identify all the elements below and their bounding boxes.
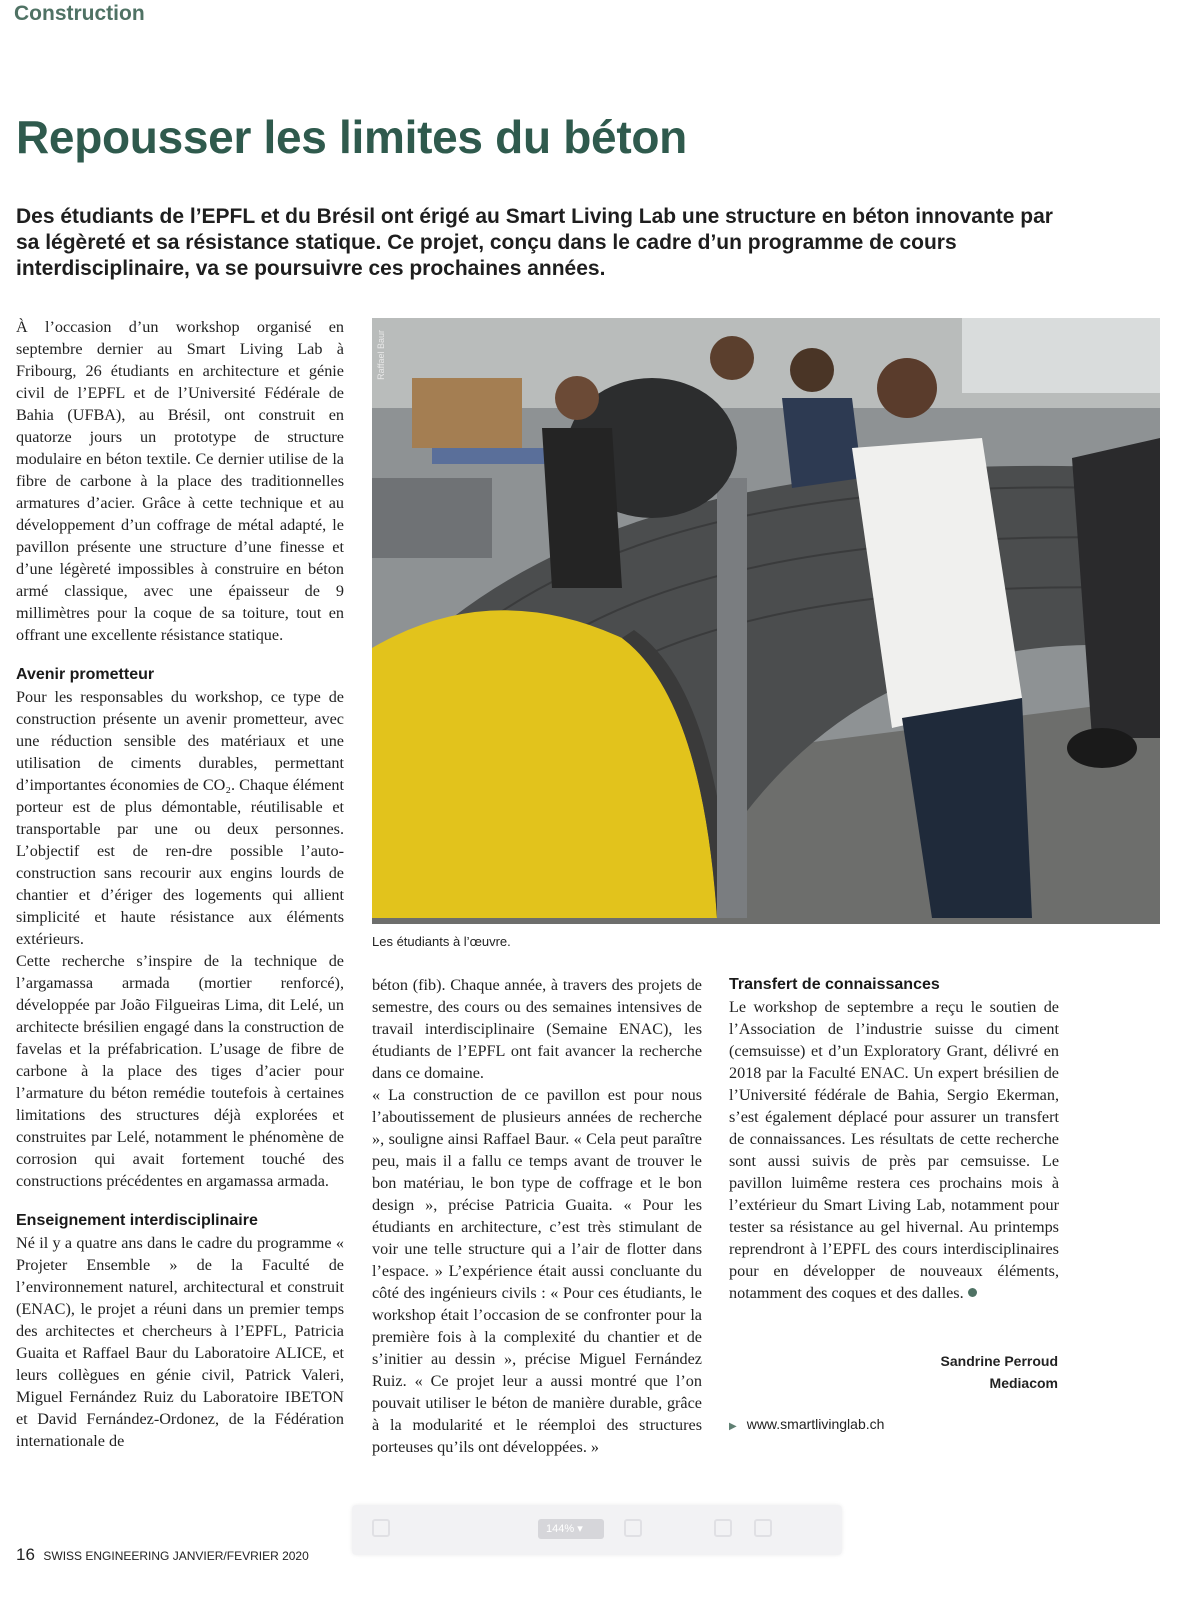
section-label: Construction	[14, 2, 145, 25]
text-column-3	[729, 974, 1059, 1304]
author-org: Mediacom	[989, 1375, 1058, 1391]
magazine-issue: SWISS ENGINEERING JANVIER/FEVRIER 2020	[43, 1549, 309, 1563]
paragraph	[729, 996, 1059, 1304]
paragraph: béton (fib). Chaque année, à travers des projets de semestre, des cours ou des semaines intensives de travail interdisciplinaire (Semaine ENAC), les étudiants de l’EPFL ont fait avancer la recherche dans ce domaine.	[372, 976, 702, 1082]
photo-caption: Les étudiants à l’œuvre.	[372, 934, 511, 949]
paragraph: Cette recherche s’inspire de la technique de l’argamassa armada (mortier renforcé), développée par João Filgueiras Lima, dit Lelé, un architecte brésilien engagé dans la construction de favelas et la préfabrication. L’usage de fibre de carbone à la place des tiges d’acier pour l’armature du béton remédie toutefois à certaines limitations des structures déjà explorées et construites par Lelé, notamment le phénomène de corrosion qui avait fortement touché des constructions précédentes en argamassa armada.	[16, 952, 344, 1190]
viewer-toolbar	[352, 1505, 842, 1555]
author-name: Sandrine Perroud	[940, 1353, 1058, 1369]
arrow-right-icon: ▶	[729, 1421, 737, 1432]
zoom-out-icon[interactable]	[624, 1519, 642, 1537]
end-mark-icon	[968, 1288, 977, 1297]
text-column-1	[16, 316, 344, 1452]
paragraph: Né il y a quatre ans dans le cadre du programme « Projeter Ensemble » de la Faculté de l’environnement naturel, architectural et construit (ENAC), le projet a réuni dans un premier temps des architectes et chercheurs à l’EPFL, Patricia Guaita et Raffael Baur du Laboratoire ALICE, et leurs collègues en génie civil, Patrick Valeri, Miguel Fernández Ruiz du Laboratoire IBETON et David Fernández-Ordonez, de la Fédération internationale de	[16, 1234, 344, 1450]
article-title: Repousser les limites du béton	[16, 111, 687, 163]
paragraph: « La construction de ce pavillon est pour nous l’aboutissement de plusieurs années de recherche », souligne ainsi Raffael Baur. « Cela peut paraître peu, mais il a fallu ce temps avant de trouver le bon matériau, le bon type de coffrage et le bon design », précise Patricia Guaita. « Pour les étudiants en architecture, c’est très stimulant de voir une telle structure qui a l’air de flotter dans l’espace. » L’expérience était aussi concluante du côté des ingénieurs civils : « Pour ces étudiants, le workshop était l’occasion de se confronter pour la première fois à la complexité du chantier et de s’initier au dessin », précise Miguel Fernández Ruiz. « Ce projet leur a aussi montré que l’on pouvait utiliser le béton de manière durable, grâce à la modularité et le réemploi des structures porteuses qu’ils ont développées. »	[372, 1086, 702, 1456]
page-number: 16	[16, 1545, 35, 1564]
author-block	[941, 1350, 1058, 1394]
paragraph: Pour les responsables du workshop, ce type de construction présente un avenir prometteur, avec une réduction sensible des matériaux et une utilisation de ciments durables, permettant d’importantes économies de CO₂. Chaque élément porteur est de plus démontable, réutilisable et transportable par une ou deux personnes. L’objectif est de ren-dre possible l’auto-construction sans recourir aux engins lourds de chantier et d’ériger des logements qui allient simplicité et haute résistance aux éléments extérieurs.	[16, 688, 344, 948]
paragraph-text: Le workshop de septembre a reçu le soutien de l’Association de l’industrie suisse du ciment (cemsuisse) et d’un Exploratory Grant, délivré en 2018 par la Faculté ENAC. Un expert brésilien de l’Université fédérale de Bahia, Sergio Ekerman, s’est également déplacé pour assurer un transfert de connaissances. Les résultats de cette recherche sont aussi suivis de près par cemsuisse. Le pavillon luimême restera ces prochains mois à l’extérieur du Smart Living Lab, notamment pour tester sa résistance au gel hivernal. Au printemps reprendront à l’EPFL des cours interdisciplinaires pour en développer de nouveaux éléments, notamment des coques et des dalles.	[729, 998, 1059, 1302]
text-column-2	[372, 974, 702, 1458]
section-heading-transfert: Transfert de connaissances	[729, 976, 940, 993]
photo-illustration	[372, 318, 1160, 924]
intro-paragraph: À l’occasion d’un workshop organisé en septembre dernier au Smart Living Lab à Fribourg, 26 étudiants en architecture et génie civil de l’EPFL et de l’Université Fédérale de Bahia (UFBA), au Brésil, ont construit en quatorze jours un prototype de structure modulaire en béton textile. Ce dernier utilise de la fibre de carbone à la place des traditionnelles armatures d’acier. Grâce à cette technique et au développement d’un coffrage de métal adapté, le pavillon présente une structure d’une finesse et d’une légèreté impossibles à construire en béton armé classique, avec une épaisseur de 9 millimètres pour la coque de sa toiture, tout en offrant une excellente résistance statique.	[16, 318, 344, 644]
section-heading-enseignement: Enseignement interdisciplinaire	[16, 1212, 258, 1229]
article-photo	[372, 318, 1160, 924]
photo-credit: Raffael Baur	[376, 330, 386, 380]
zoom-level: 144%	[546, 1523, 575, 1535]
article-lead: Des étudiants de l’EPFL et du Brésil ont érigé au Smart Living Lab une structure en béton innovante par sa légèreté et sa résistance statique. Ce projet, conçu dans le cadre d’un programme de cours interdisciplinaire, va se poursuivre ces prochaines années.	[16, 205, 1053, 280]
page-footer	[16, 1545, 309, 1565]
section-heading-avenir: Avenir prometteur	[16, 666, 155, 683]
pointer-icon[interactable]	[372, 1519, 390, 1537]
zoom-select[interactable]: 144% ▾	[538, 1519, 604, 1539]
save-icon[interactable]	[754, 1519, 772, 1537]
document-icon[interactable]	[714, 1519, 732, 1537]
website-link[interactable]	[729, 1416, 884, 1432]
website-link-text: www.smartlivinglab.ch	[746, 1416, 885, 1432]
